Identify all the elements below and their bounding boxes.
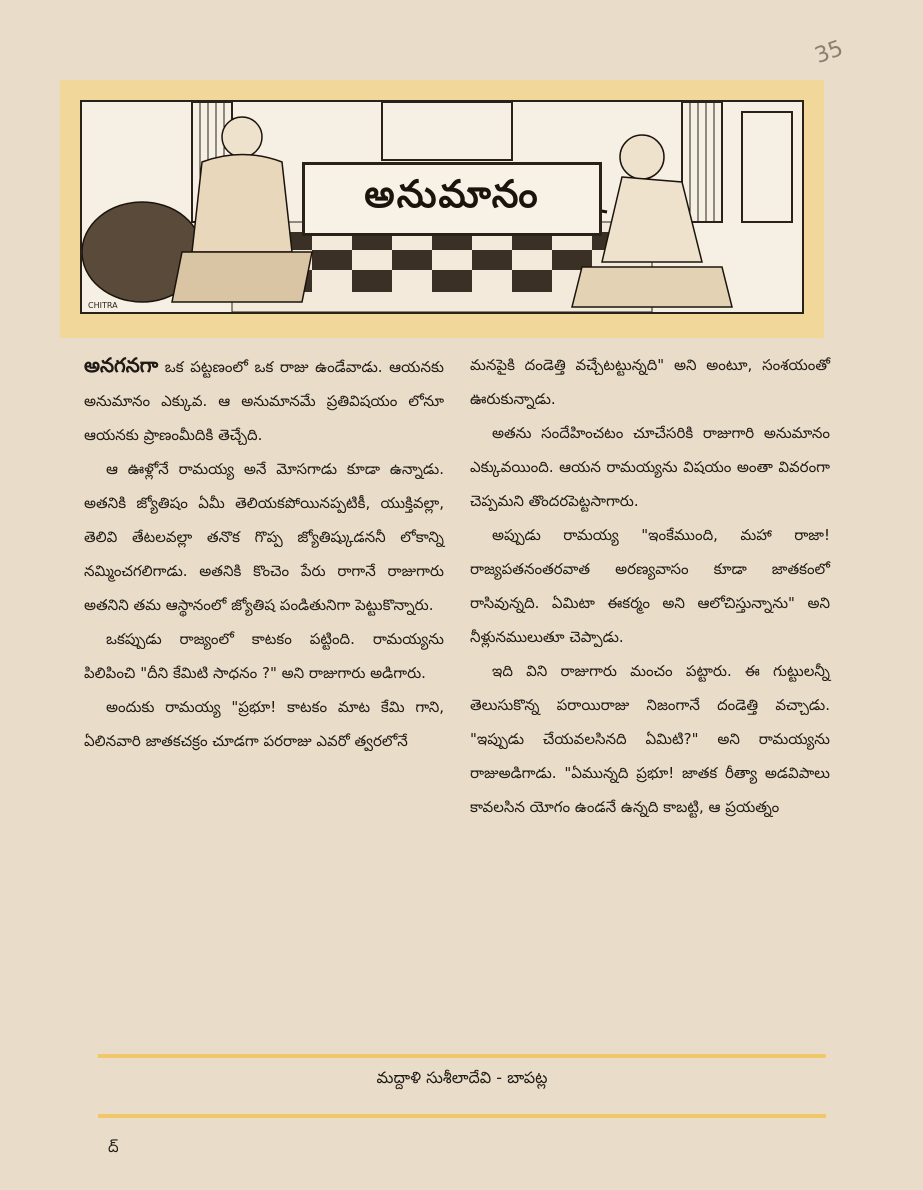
paragraph-text: ఒక పట్టణంలో ఒక రాజు ఉండేవాడు. ఆయనకు అనుమానం ఎక్కువ. ఆ అనుమానమే ప్రతివిషయం లోనూ ఆయనకు ప్రాణంమీదికి తెచ్చేది. [84,358,444,444]
footer-rule-bottom [98,1114,826,1118]
paragraph-2: ఆ ఊళ్లోనే రామయ్య అనే మోసగాడు కూడా ఉన్నాడు. అతనికి జ్యోతిషం ఏమీ తెలియకపోయినప్పటికీ, యుక్తివల్లా, తెలివి తేటలవల్లా తనొక గొప్ప జ్యోతిష్కుడననీ లోకాన్ని నమ్మించగలిగాడు. అతనికి కొంచెం పేరు రాగానే రాజుగారు అతనిని తమ ఆస్థానంలో జ్యోతిష పండితునిగా పెట్టుకొన్నారు. [84,460,444,614]
author-byline: మద్దాళి సుశీలాదేవి - బాపట్ల [376,1068,548,1087]
paragraph-4: అందుకు రామయ్య "ప్రభూ! కాటకం మాట కేమి గాని, ఏలినవారి జాతకచక్రం చూడగా పరరాజు ఎవరో త్వరలోనే [84,698,444,750]
folio-mark: ద్ [108,1138,119,1156]
paragraph-5: మనపైకి దండెత్తి వచ్చేటట్టున్నది" అని అంటూ, సంశయంతో ఊరుకున్నాడు. [470,356,830,408]
illustration-credit: CHITRA [88,301,118,310]
lead-word: అనగనగా [84,353,159,377]
title-illustration [80,100,804,314]
paragraph-8: ఇది విని రాజుగారు మంచం పట్టారు. ఈ గుట్టులన్నీ తెలుసుకొన్న పరాయిరాజు నిజంగానే దండెత్తి వచ్చాడు. "ఇప్పుడు చేయవలసినది ఏమిటి?" అని రామయ్యను రాజుఅడిగాడు. "ఏమున్నది ప్రభూ! జాతక రీత్యా అడవిపాలు కావలసిన యోగం ఉండనే ఉన్నది కాబట్టి, ఆ ప్రయత్నం [470,662,830,816]
page-title: అనుమానం [302,162,602,236]
left-column [84,348,444,758]
page-corner-mark: 35 [811,35,847,70]
paragraph-6: అతను సందేహించటం చూచేసరికి రాజుగారి అనుమానం ఎక్కువయింది. ఆయన రామయ్యను విషయం అంతా వివరంగా చెప్పమని తొందరపెట్టసాగారు. [470,424,830,510]
paragraph-7: అప్పుడు రామయ్య "ఇంకేముంది, మహా రాజా! రాజ్యపతనంతరవాత అరణ్యవాసం కూడా జాతకంలో రాసివున్నది. ఏమిటా ఈకర్మం అని ఆలోచిస్తున్నాను" అని నీళ్లునములుతూ చెప్పాడు. [470,526,830,646]
footer-rule-top [98,1054,826,1058]
paragraph-1 [84,348,444,452]
right-column [470,348,830,824]
paragraph-3: ఒకప్పుడు రాజ్యంలో కాటకం పట్టింది. రామయ్యను పిలిపించి "దీని కేమిటి సాధనం ?" అని రాజుగారు అడిగారు. [84,630,444,682]
